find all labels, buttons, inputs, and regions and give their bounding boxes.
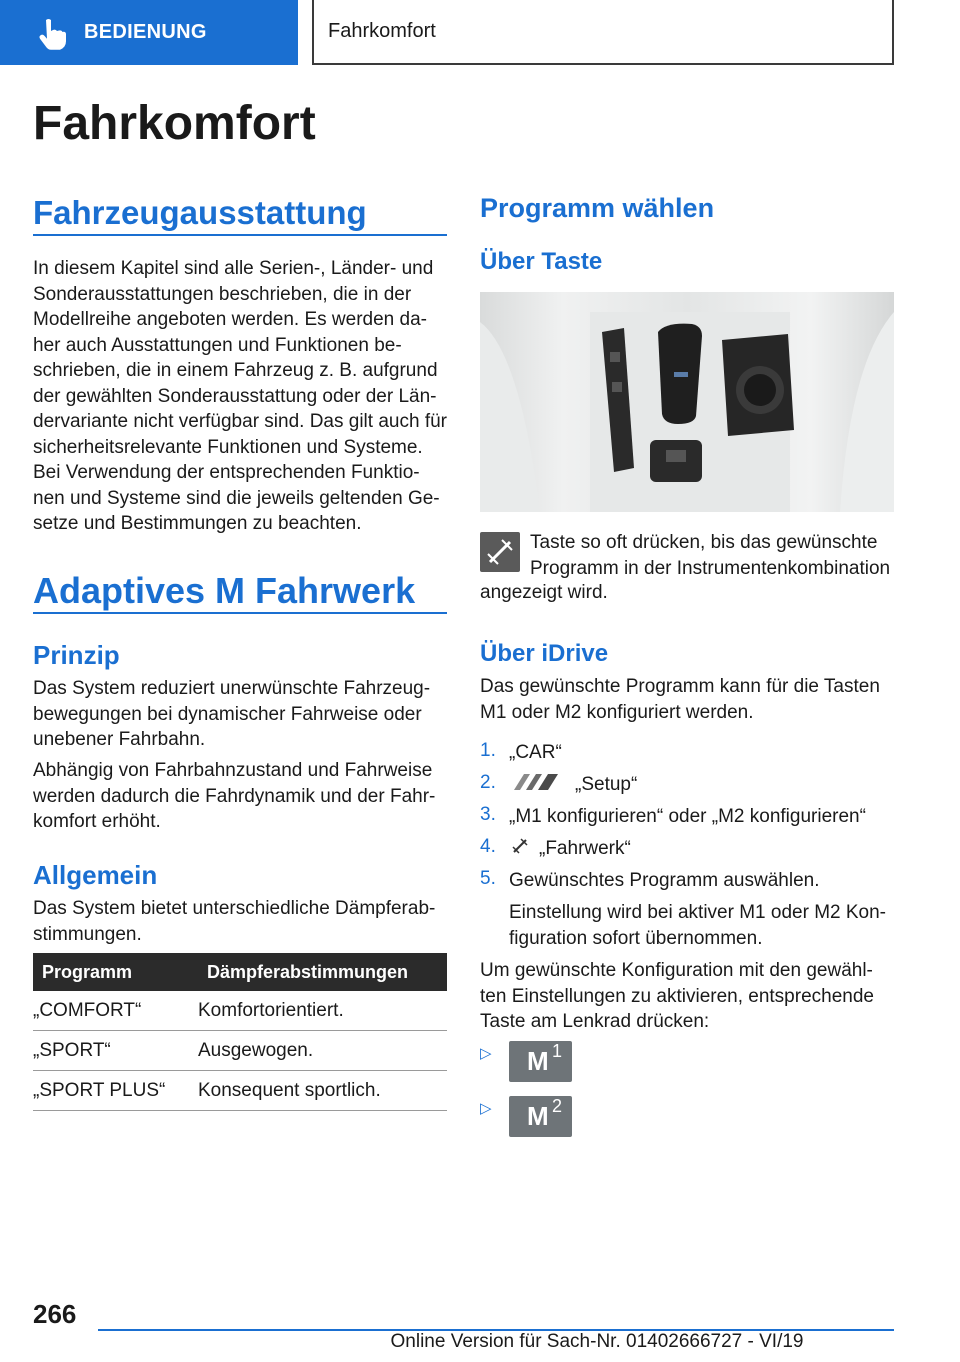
table-cell: Konsequent sportlich. <box>198 1071 447 1111</box>
step-text: „CAR“ <box>509 742 562 763</box>
section-tab-label: BEDIENUNG <box>84 21 207 43</box>
step-number: 3. <box>480 804 496 825</box>
paragraph-prinzip-1: Das System reduziert unerwünschte Fahrzeug- bewegungen bei dynamischer Fahrweise oder unebener Fahrbahn. <box>33 678 431 750</box>
step-text: „Fahrwerk“ <box>539 838 631 859</box>
table-row <box>33 991 447 1031</box>
m2-button-icon <box>509 1096 572 1137</box>
m1-button-sup: 1 <box>552 1041 563 1061</box>
footer-online-version: Online Version für Sach-Nr. 01402666727 - VI/19 <box>390 1331 804 1352</box>
step-text: „Setup“ <box>575 774 638 795</box>
section-title-adaptives-m-fahrwerk: Adaptives M Fahrwerk <box>33 570 416 611</box>
paragraph-prinzip-2: Abhängig von Fahrbahnzustand und Fahrweise werden dadurch die Fahrdynamik und der Fahr- komfort erhöht. <box>33 760 436 832</box>
paragraph-lenkrad: Um gewünschte Konfiguration mit den gewähl- ten Einstellungen zu aktivieren, entsprechende Taste am Lenkrad drücken: <box>480 960 874 1032</box>
m2-button-sup: 2 <box>552 1096 563 1116</box>
m1-button-label: M <box>527 1046 549 1076</box>
table-cell: „COMFORT“ <box>33 991 198 1031</box>
subheading-ueber-taste: Über Taste <box>480 248 603 275</box>
center-console-illustration <box>480 292 894 512</box>
section-title-fahrzeugausstattung: Fahrzeugausstattung <box>33 194 367 231</box>
chapter-tab-label: Fahrkomfort <box>328 20 436 42</box>
step-number: 5. <box>480 868 496 889</box>
page-title: Fahrkomfort <box>33 97 316 150</box>
section-title-programm-waehlen: Programm wählen <box>480 193 715 223</box>
section-tab <box>0 0 298 65</box>
page-number: 266 <box>33 1299 77 1329</box>
table-header-daempfer: Dämpferabstimmungen <box>198 953 447 991</box>
table-header-row <box>33 953 447 991</box>
paragraph-taste-line-3: angezeigt wird. <box>480 582 608 603</box>
step-text: „M1 konfigurieren“ oder „M2 konfigurieren“ <box>509 806 866 827</box>
step-number: 4. <box>480 836 496 857</box>
subheading-allgemein: Allgemein <box>33 860 158 890</box>
step-number: 1. <box>480 740 496 761</box>
paragraph-fahrzeugausstattung: In diesem Kapitel sind alle Serien-, Länder- und Sonderausstattungen beschrieben, die in der Modellreihe angeboten werden. Es werden da- her auch Ausstattungen und Funktionen be- schrieben, die in einem Fahrzeug z. B. aufgrund der gewählten Sonderausstattung oder der Län- dervariante nicht verfügbar sind. Das gilt auch für sicherheitsrelevante Funktionen und Systeme. Bei Verwendung der entsprechenden Funktio- nen und Systeme sind die jeweils geltenden Ge- setze und Bestimmungen zu beachten. <box>33 258 447 534</box>
step-number: 2. <box>480 772 496 793</box>
chapter-tab <box>312 0 894 65</box>
hand-pointer-icon <box>34 16 68 50</box>
paragraph-step5-note: Einstellung wird bei aktiver M1 oder M2 Kon- figuration sofort übernommen. <box>509 902 887 949</box>
bullet-marker: ▷ <box>480 1100 492 1117</box>
shock-absorber-icon <box>480 532 520 572</box>
shock-absorber-small-icon <box>510 836 530 856</box>
table-row <box>33 1071 447 1111</box>
subheading-ueber-idrive: Über iDrive <box>480 640 609 667</box>
table-cell: Ausgewogen. <box>198 1031 447 1071</box>
table-cell: „SPORT“ <box>33 1031 198 1071</box>
section-rule <box>33 234 447 236</box>
table-cell: Komfortorientiert. <box>198 991 447 1031</box>
m1-button-icon <box>509 1041 572 1082</box>
damper-button-icon <box>480 532 520 572</box>
center-console-photo <box>480 292 894 512</box>
paragraph-idrive: Das gewünschte Programm kann für die Tasten M1 oder M2 konfiguriert werden. <box>480 676 880 723</box>
paragraph-allgemein: Das System bietet unterschiedliche Dämpferab- stimmungen. <box>33 898 436 945</box>
step-text: Gewünschtes Programm auswählen. <box>509 870 820 891</box>
bullet-marker: ▷ <box>480 1045 492 1062</box>
m2-button-label: M <box>527 1101 549 1131</box>
damper-table <box>33 953 447 1111</box>
section-rule <box>33 612 447 614</box>
subheading-prinzip: Prinzip <box>33 640 120 670</box>
paragraph-taste-lines-1-2: Taste so oft drücken, bis das gewünschte Programm in der Instrumentenkombination <box>530 532 891 579</box>
m-stripes-icon <box>510 772 564 792</box>
table-cell: „SPORT PLUS“ <box>33 1071 198 1111</box>
table-row <box>33 1031 447 1071</box>
table-header-programm: Programm <box>33 953 198 991</box>
